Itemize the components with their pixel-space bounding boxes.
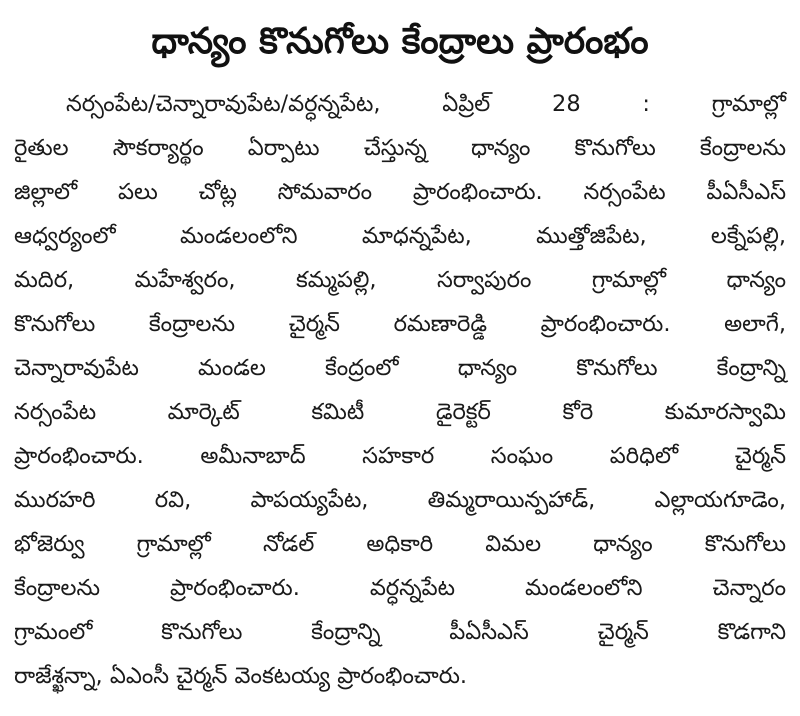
article-line: గ్రామంలో కొనుగోలు కేంద్రాన్ని పీఏసీఎస్ చైర్మన్ కొడగాని — [14, 619, 786, 645]
article-line: జిల్లాలో పలు చోట్ల సోమవారం ప్రారంభించారు. నర్సంపేట పీఏసీఎస్ — [14, 179, 786, 205]
article-body — [14, 82, 786, 698]
article-line: ప్రారంభించారు. అమీనాబాద్ సహకార సంఘం పరిధిలో చైర్మన్ — [14, 443, 786, 469]
article-line: మదిర, మహేశ్వరం, కమ్మపల్లి, సర్వాపురం గ్రామాల్లో ధాన్యం — [14, 267, 786, 293]
article-line: భోజెర్వు గ్రామాల్లో నోడల్ అధికారి విమల ధాన్యం కొనుగోలు — [14, 531, 786, 557]
article-line: మురహరి రవి, పాపయ్యపేట, తిమ్మరాయిన్పహాడ్, ఎల్లాయగూడెం, — [14, 487, 786, 513]
article-line: రైతుల సౌకర్యార్థం ఏర్పాటు చేస్తున్న ధాన్యం కొనుగోలు కేంద్రాలను — [14, 135, 786, 161]
article-line: ఆధ్వర్యంలో మండలంలోని మాధన్నపేట, ముత్తోజిపేట, లక్నేపల్లి, — [14, 223, 786, 249]
article-line: రాజేశ్ఖన్నా, ఏఎంసీ చైర్మన్ వెంకటయ్య ప్రారంభించారు. — [14, 663, 468, 689]
article-line: కొనుగోలు కేంద్రాలను చైర్మన్ రమణారెడ్డి ప్రారంభించారు. అలాగే, — [14, 311, 786, 337]
article-line: చెన్నారావుపేట మండల కేంద్రంలో ధాన్యం కొనుగోలు కేంద్రాన్ని — [14, 355, 786, 381]
article-line: నర్సంపేట మార్కెట్ కమిటీ డైరెక్టర్ కోరె కుమారస్వామి — [14, 399, 786, 425]
article-line: కేంద్రాలను ప్రారంభించారు. వర్ధన్నపేట మండలంలోని చెన్నారం — [14, 575, 786, 601]
article-line: నర్సంపేట/చెన్నారావుపేట/వర్ధన్నపేట, ఏప్రిల్ 28 : గ్రామాల్లో — [66, 91, 786, 117]
article-headline: ధాన్యం కొనుగోలు కేంద్రాలు ప్రారంభం — [151, 21, 649, 62]
